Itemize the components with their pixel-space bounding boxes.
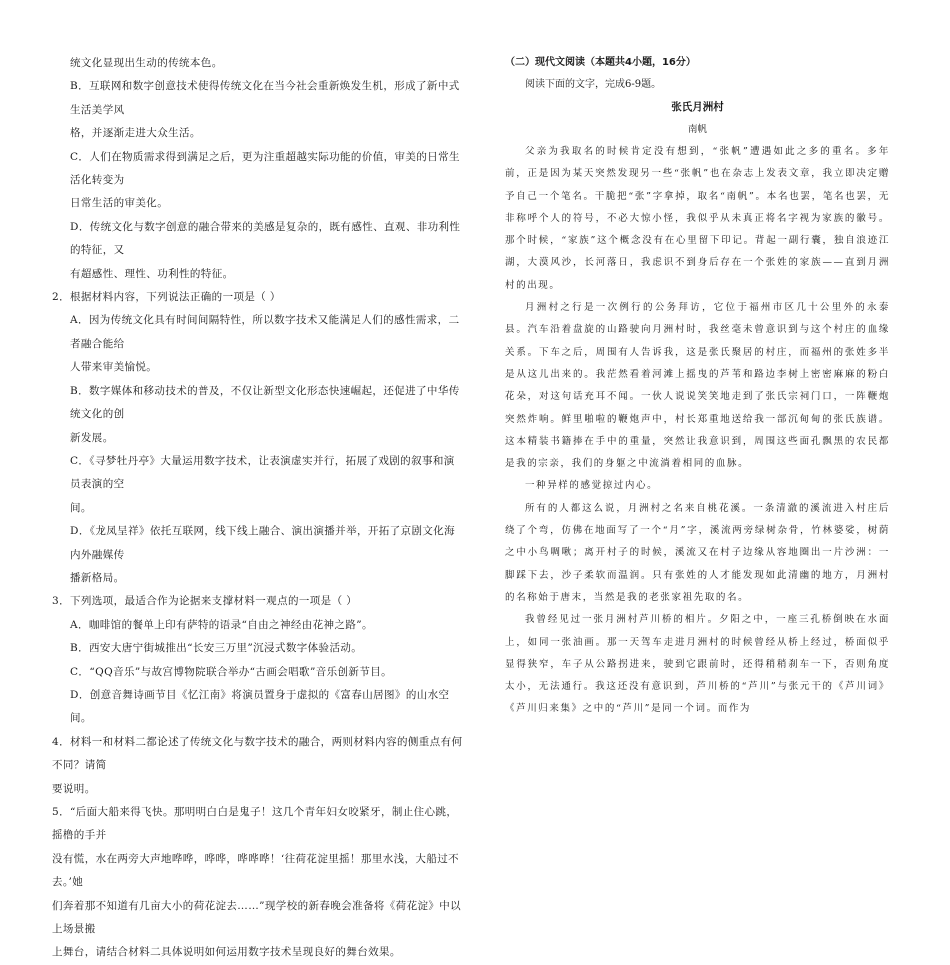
question-option-line: C．人们在物质需求得到满足之后，更为注重超越实际功能的价值，审美的日常生活化转变为 bbox=[70, 150, 460, 187]
article-title: 张氏月洲村 bbox=[671, 101, 724, 113]
question-option-line: 人带来审美愉悦。 bbox=[70, 361, 158, 374]
question-option-line: 间。 bbox=[70, 501, 92, 514]
question-stem-line: 2．根据材料内容，下列说法正确的一项是（ ） bbox=[52, 291, 281, 304]
question-option-line: B．西安大唐宁街城推出“长安三万里”沉浸式数字体验活动。 bbox=[70, 642, 363, 655]
article-author: 南帆 bbox=[687, 124, 707, 135]
left-column bbox=[52, 52, 464, 965]
question-option-line: D．《龙凤呈祥》依托互联网，线下线上融合、演出演播并举，开拓了京剧文化海内外融媒传 bbox=[70, 525, 456, 561]
question-option-line: A．咖啡馆的餐单上印有萨特的语录“自由之神经由花神之路”。 bbox=[70, 618, 373, 631]
question-stem-line: 3．下列选项，最适合作为论据来支撑材料一观点的一项是（ ） bbox=[52, 595, 358, 608]
question-option-line: B．互联网和数字创意技术使得传统文化在当今社会重新焕发生机，形成了新中式生活美学风 bbox=[70, 80, 460, 116]
question-option-line: 统文化显现出生动的传统本色。 bbox=[70, 57, 223, 69]
question-stem-line: 要说明。 bbox=[52, 782, 96, 795]
question-option-line: B．数字媒体和移动技术的普及，不仅让新型文化形态快速崛起，还促进了中华传统文化的创 bbox=[70, 384, 460, 421]
question-option-line: 有超感性、理性、功利性的特征。 bbox=[70, 267, 234, 280]
question-option-line: 日常生活的审美化。 bbox=[70, 197, 169, 210]
question-option-line: D．传统文化与数字创意的融合带来的美感是复杂的，既有感性、直观、非功利性的特征，又 bbox=[70, 220, 461, 257]
question-stem-line: 们奔着那不知道有几亩大小的荷花淀去……”现学校的新春晚会准备将《荷花淀》中以上场景搬 bbox=[52, 899, 462, 936]
question-option-line: A．因为传统文化具有时间间隔特性，所以数字技术又能满足人们的感性需求，二者融合能给 bbox=[70, 314, 460, 350]
question-stem-line: 5．“后面大船来得飞快。那明明白白是鬼子！这几个青年妇女咬紧牙，制止住心跳，摇橹的手并 bbox=[52, 806, 458, 842]
question-stem-line: 上舞台，请结合材料二具体说明如何运用数字技术呈现良好的舞台效果。 bbox=[52, 946, 401, 959]
question-option-line: C．《寻梦牡丹亭》大量运用数字技术，让表演虚实并行，拓展了戏剧的叙事和演员表演的空 bbox=[70, 454, 455, 491]
article-paragraph: 一种异样的感觉掠过内心。 bbox=[525, 480, 659, 492]
question-option-line: 播新格局。 bbox=[70, 571, 125, 584]
question-option-line: D．创意音舞诗画节目《忆江南》将演员置身于虚拟的《富春山居图》的山水空间。 bbox=[70, 688, 450, 725]
question-option-line: 新发展。 bbox=[70, 431, 114, 444]
article-paragraph: 父亲为我取名的时候肯定没有想到，“张帆”遭遇如此之多的重名。多年前，正是因为某天突然发现另一些“张帆”也在杂志上发表文章，我立即决定赠予自己一个笔名。干脆把“张”字拿掉，取名“南帆”。本名也罢，笔名也罢，无非称呼个人的符号，不必大惊小怪，我似乎从未真正将名字视为家族的徽号。那个时候，“家族”这个概念没有在心里留下印记。背起一副行囊，独自浪迹江湖，大漠风沙，长河落日，我虑识不到身后存在一个张姓的家族——直到月洲村的出现。 bbox=[505, 146, 890, 291]
question-stem-line: 4．材料一和材料二都论述了传统文化与数字技术的融合，两则材料内容的侧重点有何不同？请简 bbox=[52, 735, 463, 772]
reading-instruction: 阅读下面的文字，完成6-9题。 bbox=[525, 79, 662, 90]
article-paragraph: 月洲村之行是一次例行的公务拜访，它位于福州市区几十公里外的永泰县。汽车沿着盘旋的山路驶向月洲村时，我丝毫未曾意识到与这个村庄的血缘关系。下车之后，周围有人告诉我，这是张氏聚居的村庄，而福州的张姓多半是从这儿出来的。我茫然看着河滩上摇曳的芦苇和路边李树上密密麻麻的粉白花朵，对这句话充耳不闻。一伙人说说笑笑地走到了张氏宗祠门口，一阵鞭炮突然炸响。鲜里啪啦的鞭炮声中，村长郑重地送给我一部沉甸甸的张氏族谱。这本精装书籍捧在手中的重量，突然让我意识到，周围这些面孔飘黑的农民都是我的宗亲，我们的身躯之中流淌着相同的血脉。 bbox=[505, 302, 890, 470]
question-stem-line: 没有慌，水在两旁大声地哗哗，哗哗，哗哗哗！‘往荷花淀里摇！那里水浅，大船过不去。’她 bbox=[52, 852, 460, 889]
question-option-line: C．“QQ音乐”与故宫博物院联合举办“古画会唱歌”音乐创新节目。 bbox=[70, 665, 393, 678]
right-column bbox=[505, 52, 890, 721]
article-paragraph: 我曾经见过一张月洲村芦川桥的相片。夕阳之中，一座三孔桥倒映在水面上，如同一张油画。那一天驾车走进月洲村的时候曾经从桥上经过，桥面似乎显得狭窄，车子从公路拐进来，驶到它跟前时，还得稍稍刹车一下，否则角度太小，无法通行。我这还没有意识到，芦川桥的“芦川”与张元干的《芦川词》《芦川归来集》之中的“芦川”是同一个词。而作为 bbox=[505, 614, 890, 715]
section-heading: （二）现代文阅读（本题共4小题，16分） bbox=[505, 57, 696, 68]
question-option-line: 格，并逐渐走进大众生活。 bbox=[70, 127, 201, 140]
article-paragraph: 所有的人都这么说，月洲村之名来自桃花溪。一条清澈的溪流进入村庄后绕了个弯，仿佛在地面写了一个“月”字，溪流两旁绿树杂骨，竹林婆娑，树荫之中小鸟啁啾；离开村子的时候，溪流又在村子边缘从容地圈出一片沙洲：一脚踩下去，沙子柔软而温润。只有张姓的人才能发现如此清幽的地方，月洲村的名称始于唐末，当然是我的老张家祖先取的名。 bbox=[505, 502, 890, 603]
